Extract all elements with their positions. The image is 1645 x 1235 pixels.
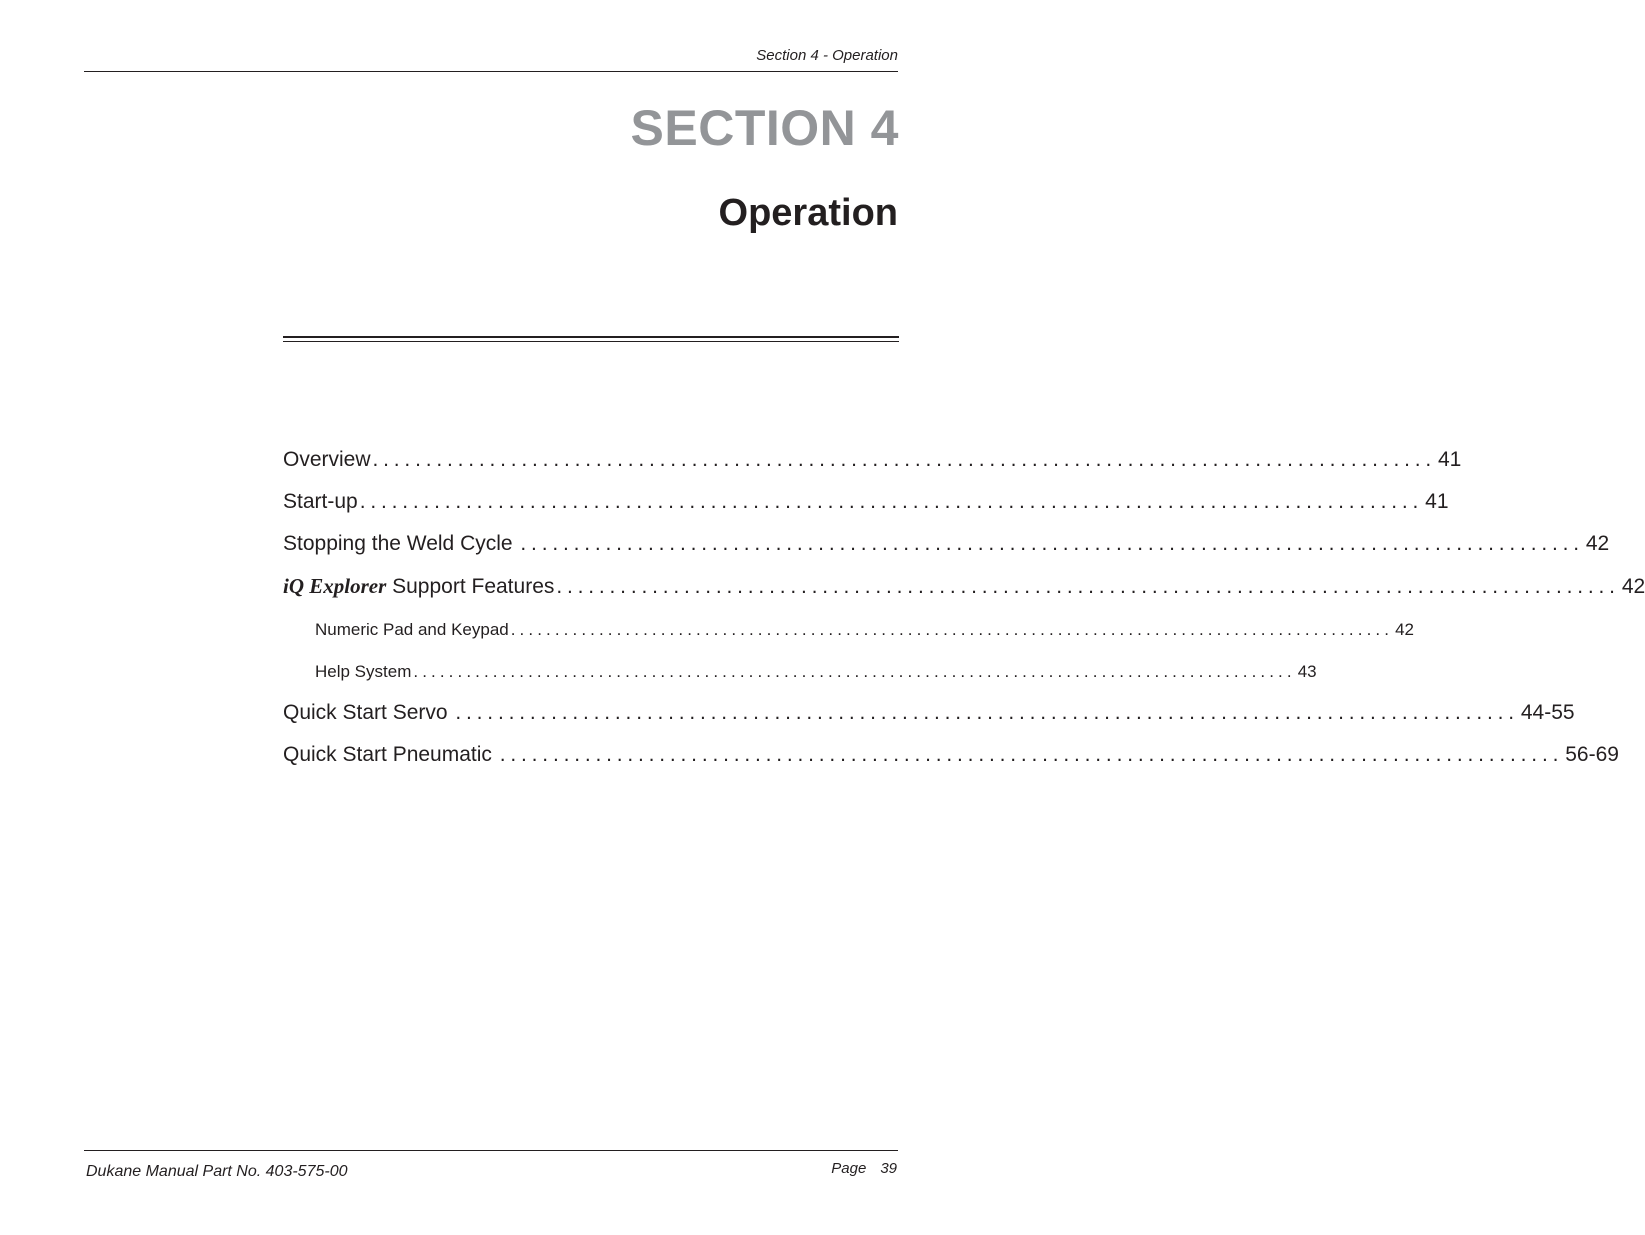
toc-entry-stopping-weld-cycle[interactable] <box>283 532 1610 556</box>
toc-entry-iq-explorer-support[interactable] <box>283 574 1645 599</box>
toc-entry-label: Stopping the Weld Cycle <box>283 532 513 555</box>
section-title: Operation <box>718 192 898 234</box>
footer-page-number: 39 <box>880 1160 897 1177</box>
toc-entry-overview[interactable] <box>283 448 1462 472</box>
toc-leader-dots: .................................................................................................... <box>510 620 1394 639</box>
toc-entry-page: 42 <box>1621 575 1645 598</box>
toc-entry-page: 43 <box>1297 662 1317 681</box>
toc-leader-dots: .................................................................................................... <box>372 448 1436 471</box>
toc-entry-label: Start-up <box>283 490 358 513</box>
toc-entry-page: 41 <box>1425 490 1449 513</box>
header-rule <box>84 71 898 72</box>
toc-entry-help-system[interactable] <box>315 662 1317 682</box>
toc-entry-label: Quick Start Pneumatic <box>283 743 492 766</box>
toc-entry-page: 44-55 <box>1520 701 1575 724</box>
toc-entry-page: 42 <box>1585 532 1610 555</box>
toc-leader-dots: .................................................................................................... <box>413 662 1296 681</box>
footer-rule <box>84 1150 898 1151</box>
toc-entry-numeric-pad[interactable] <box>315 620 1414 640</box>
toc-entry-page: 41 <box>1437 448 1462 471</box>
toc-entry-quick-start-servo[interactable] <box>283 701 1575 725</box>
toc-leader-dots: .................................................................................................... <box>455 701 1519 724</box>
toc-leader-dots: .................................................................................................... <box>499 743 1564 766</box>
footer-page <box>831 1160 897 1177</box>
toc-entry-quick-start-pneumatic[interactable] <box>283 743 1619 767</box>
footer-page-label: Page <box>831 1160 867 1177</box>
footer-manual-part: Dukane Manual Part No. 403-575-00 <box>86 1163 348 1180</box>
toc-leader-dots: .................................................................................................... <box>520 532 1584 555</box>
toc-entry-label: Numeric Pad and Keypad <box>315 620 509 639</box>
toc-entry-page: 56-69 <box>1565 743 1619 766</box>
toc-entry-label: Quick Start Servo <box>283 701 448 724</box>
toc-entry-label: Overview <box>283 448 371 471</box>
toc-entry-product-name: iQ Explorer <box>283 574 387 598</box>
toc-entry-page: 42 <box>1395 620 1414 639</box>
running-header: Section 4 - Operation <box>756 47 898 64</box>
toc-entry-label: iQ Explorer Support Features <box>283 574 555 598</box>
title-divider <box>283 336 899 342</box>
toc-entry-start-up[interactable] <box>283 490 1449 514</box>
section-number: SECTION 4 <box>630 100 899 156</box>
toc-entry-label: Help System <box>315 662 412 681</box>
toc-leader-dots: .................................................................................................... <box>556 575 1620 598</box>
toc-leader-dots: .................................................................................................... <box>359 490 1424 513</box>
